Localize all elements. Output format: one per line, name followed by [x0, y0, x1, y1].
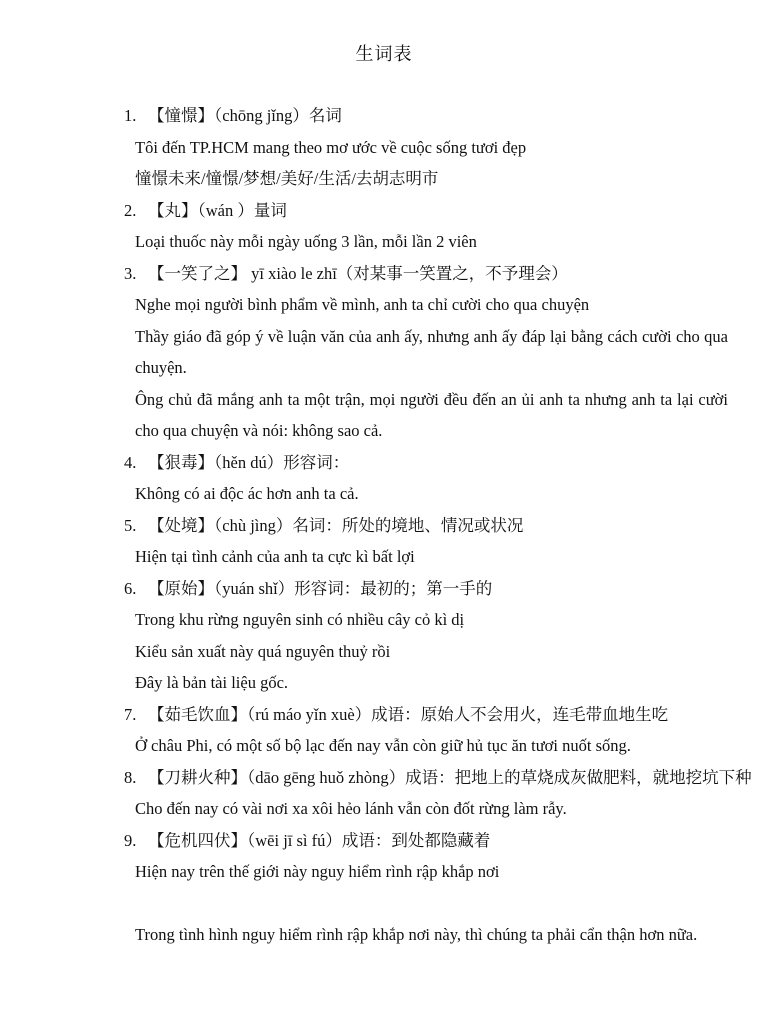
item-heading [0, 699, 768, 731]
item-heading [0, 825, 768, 857]
example-line: Loại thuốc này mỗi ngày uống 3 lần, mỗi lần 2 viên [135, 232, 477, 251]
example-line: Hiện tại tình cảnh của anh ta cực kì bất lợi [135, 547, 415, 566]
item-number: 9. [124, 830, 137, 850]
item-heading [0, 195, 768, 227]
document-title: 生词表 [355, 44, 413, 64]
item-heading-text: 【处境】（chù jìng）名词：所处的境地、情况或状况 [148, 515, 524, 535]
example-line: Đây là bản tài liệu gốc. [135, 673, 289, 692]
example-paragraph: Ông chủ đã mắng anh ta một trận, mọi người đều đến an ủi anh ta nhưng anh ta lại cười cho qua chuyện và nói: không sao cả. [135, 389, 728, 440]
item-heading-text: 【狠毒】（hěn dú）形容词： [148, 452, 350, 472]
document-content [0, 100, 768, 951]
example-paragraph: Thầy giáo đã góp ý về luận văn của anh ấy, nhưng anh ấy đáp lại bằng cách cười cho qua chuyện. [135, 326, 728, 377]
example-line: Hiện nay trên thế giới này nguy hiểm rình rập khắp nơi [135, 862, 500, 881]
blank-line [0, 888, 768, 920]
item-number: 2. [124, 200, 137, 220]
item-heading-text: 【危机四伏】（wēi jī sì fú）成语：到处都隐藏着 [148, 830, 491, 850]
example-line: Cho đến nay có vài nơi xa xôi hẻo lánh vẫn còn đốt rừng làm rẫy. [135, 799, 567, 818]
item-heading [0, 100, 768, 132]
item-heading-text: 【一笑了之】 yī xiào le zhī（对某事一笑置之，不予理会） [148, 263, 568, 283]
item-number: 4. [124, 452, 137, 472]
item-heading-text: 【憧憬】（chōng jǐng）名词 [148, 106, 342, 125]
item-heading [0, 258, 768, 290]
item-heading-text: 【刀耕火种】（dāo gēng huǒ zhòng）成语：把地上的草烧成灰做肥料，就地挖坑下种 [148, 767, 752, 787]
item-number: 6. [124, 578, 137, 598]
example-line: Nghe mọi người bình phẩm về mình, anh ta chỉ cười cho qua chuyện [135, 295, 590, 314]
item-number: 1. [124, 106, 137, 125]
intro-line: 憧憬未来/憧憬/梦想/美好/生活/去胡志明市 [135, 169, 439, 188]
example-paragraph: Trong tình hình nguy hiểm rình rập khắp nơi này, thì chúng ta phải cẩn thận hơn nữa. [135, 925, 698, 944]
item-heading-text: 【茹毛饮血】（rú máo yǐn xuè）成语：原始人不会用火，连毛带血地生吃 [148, 704, 669, 724]
example-line: Trong khu rừng nguyên sinh có nhiều cây cỏ kì dị [135, 610, 465, 629]
item-heading-text: 【原始】（yuán shǐ）形容词：最初的；第一手的 [148, 578, 493, 598]
item-heading [0, 762, 768, 794]
example-line: Kiểu sản xuất này quá nguyên thuỷ rồi [135, 641, 391, 661]
example-line: Không có ai độc ác hơn anh ta cả. [135, 484, 359, 503]
item-number: 5. [124, 515, 137, 535]
item-heading [0, 447, 768, 479]
example-line: Tôi đến TP.HCM mang theo mơ ước về cuộc sống tươi đẹp [135, 137, 527, 157]
item-heading [0, 510, 768, 542]
item-number: 8. [124, 767, 137, 787]
item-number: 7. [124, 704, 137, 724]
example-line: Ở châu Phi, có một số bộ lạc đến nay vẫn còn giữ hủ tục ăn tươi nuốt sống. [135, 736, 631, 755]
item-number: 3. [124, 263, 137, 283]
item-heading-text: 【丸】（wán ）量词 [148, 200, 287, 220]
item-heading [0, 573, 768, 605]
